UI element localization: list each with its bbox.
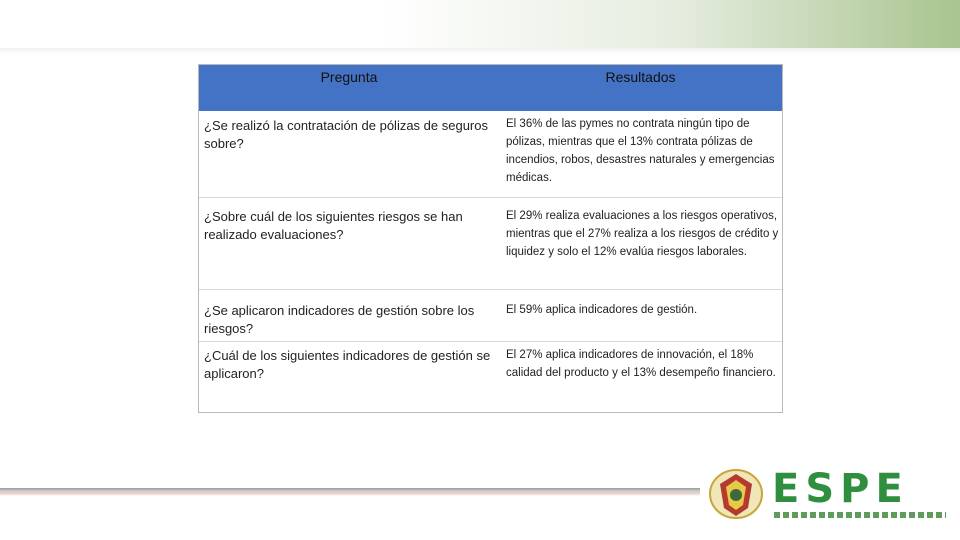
row-3-question: ¿Se aplicaron indicadores de gestión sobre los riesgos? bbox=[204, 303, 475, 336]
row-4-question: ¿Cuál de los siguientes indicadores de gestión se aplicaron? bbox=[204, 348, 491, 381]
footer-rule bbox=[0, 488, 700, 496]
row-2-question: ¿Sobre cuál de los siguientes riesgos se han realizado evaluaciones? bbox=[204, 209, 463, 242]
header-resultados: Resultados bbox=[605, 69, 676, 85]
top-banner-shadow bbox=[0, 48, 960, 54]
row-2-result: El 29% realiza evaluaciones a los riesgos operativos, mientras que el 27% realiza a los riesgos de crédito y liquidez y solo el 12% evalúa riesgos laborales. bbox=[506, 210, 779, 258]
logo-wordmark: ESPE bbox=[772, 466, 909, 512]
table-header bbox=[199, 65, 782, 111]
row-divider bbox=[199, 197, 782, 198]
results-table bbox=[198, 64, 783, 413]
header-pregunta: Pregunta bbox=[320, 69, 378, 85]
row-1-question: ¿Se realizó la contratación de pólizas de seguros sobre? bbox=[204, 118, 488, 151]
logo-subline bbox=[774, 512, 946, 518]
row-3-result: El 59% aplica indicadores de gestión. bbox=[506, 304, 698, 316]
espe-logo bbox=[704, 464, 954, 524]
top-banner bbox=[0, 0, 960, 48]
row-4-result: El 27% aplica indicadores de innovación, el 18% calidad del producto y el 13% desempeño financiero. bbox=[506, 349, 776, 379]
row-divider bbox=[199, 341, 782, 342]
row-divider bbox=[199, 289, 782, 290]
crest-icon bbox=[704, 464, 768, 524]
row-1-result: El 36% de las pymes no contrata ningún tipo de pólizas, mientras que el 13% contrata pólizas de incendios, robos, desastres naturales y emergencias médicas. bbox=[506, 118, 775, 184]
